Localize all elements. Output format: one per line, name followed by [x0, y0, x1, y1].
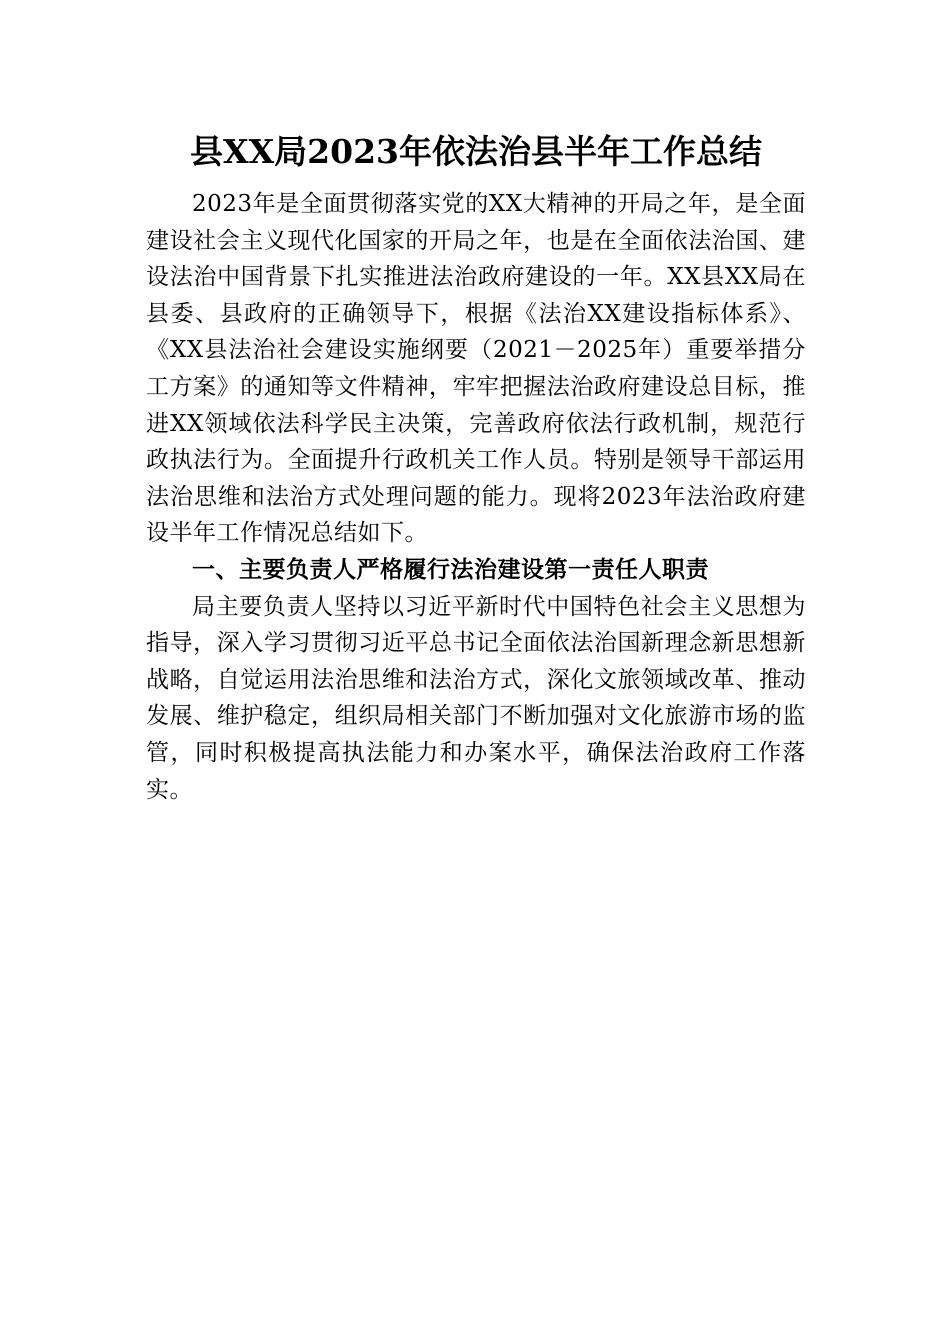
intro-paragraph: 2023年是全面贯彻落实党的XX大精神的开局之年，是全面建设社会主义现代化国家的开局之年，也是在全面依法治国、建设法治中国背景下扎实推进法治政府建设的一年。XX县XX局在县委、县政府的正确领导下，根据《法治XX建设指标体系》、《XX县法治社会建设实施纲要（2021－2025年）重要举措分工方案》的通知等文件精神，牢牢把握法治政府建设总目标，推进XX领域依法科学民主决策，完善政府依法行政机制，规范行政执法行为。全面提升行政机关工作人员。特别是领导干部运用法治思维和法治方式处理问题的能力。现将2023年法治政府建设半年工作情况总结如下。: [146, 191, 806, 547]
document-title: 县XX局2023年依法治县半年工作总结: [189, 132, 763, 171]
section-1-paragraph: 局主要负责人坚持以习近平新时代中国特色社会主义思想为指导，深入学习贯彻习近平总书记全面依法治国新理念新思想新战略，自觉运用法治思维和法治方式，深化文旅领域改革、推动发展、维护稳定，组织局相关部门不断加强对文化旅游市场的监管，同时积极提高执法能力和办案水平，确保法治政府工作落实。: [146, 593, 806, 803]
document-body: [146, 128, 806, 808]
section-1-heading: 一、主要负责人严格履行法治建设第一责任人职责: [192, 556, 709, 583]
